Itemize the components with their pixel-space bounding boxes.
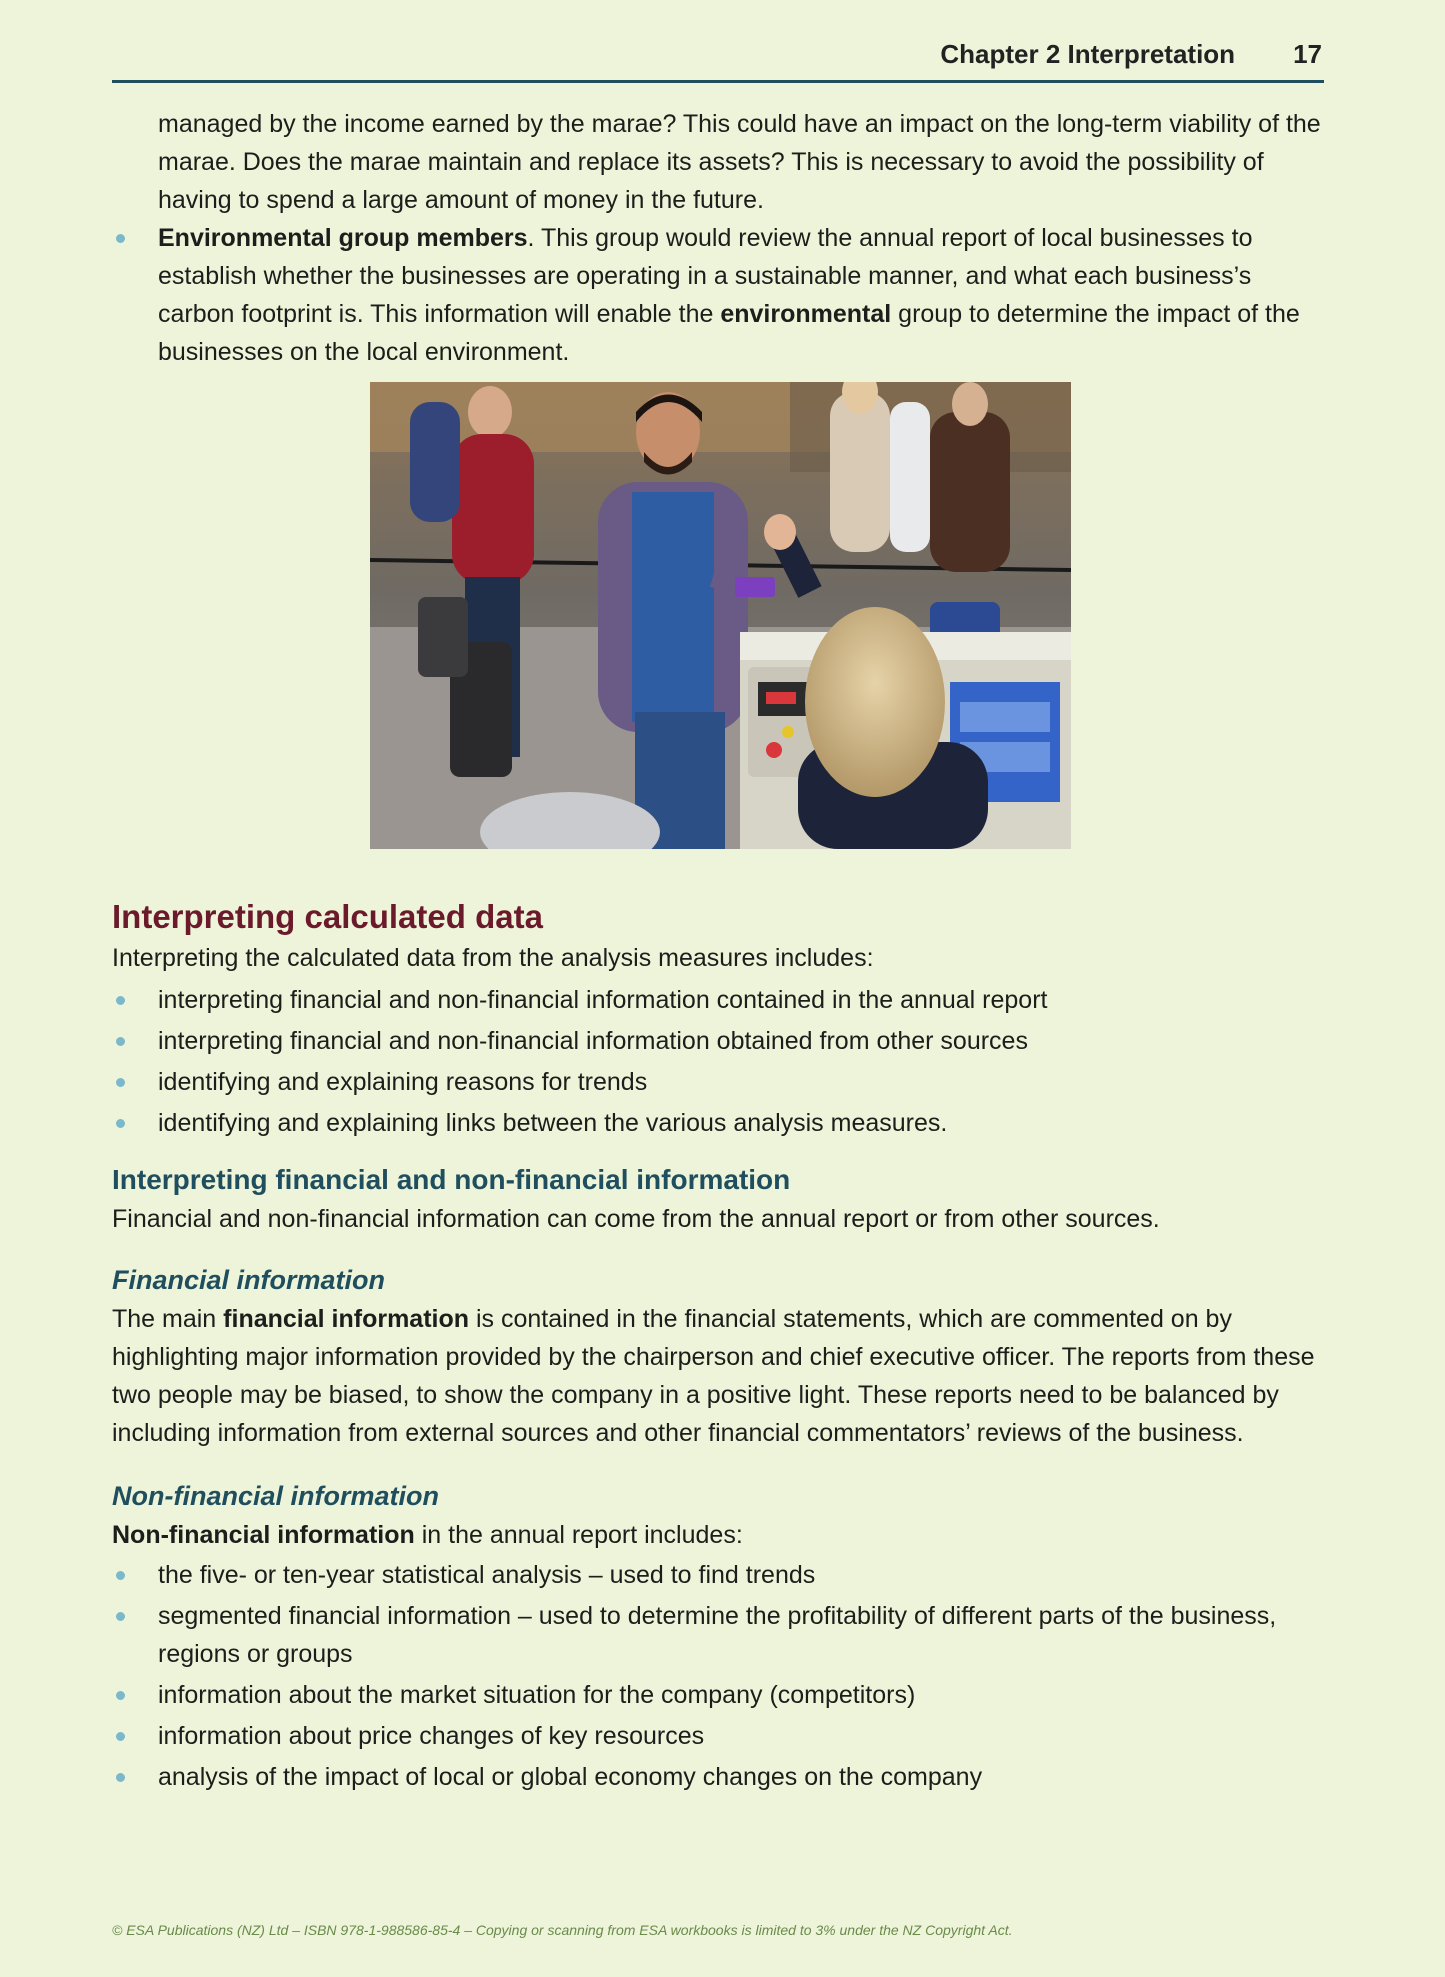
list-item: the five- or ten-year statistical analysis – used to find trends	[112, 1556, 1324, 1594]
list-item: identifying and explaining reasons for trends	[112, 1063, 1324, 1101]
list-item	[112, 219, 1324, 371]
list-item: information about price changes of key resources	[112, 1717, 1324, 1755]
bullet-icon	[116, 996, 125, 1005]
nonfinancial-intro: Non-financial information in the annual report includes:	[112, 1521, 743, 1549]
bullet-icon	[116, 1773, 125, 1782]
bullet-icon	[116, 1078, 125, 1087]
financial-title: Financial information	[112, 1265, 386, 1295]
page-number: 17	[1293, 38, 1322, 69]
subsection-title: Interpreting financial and non-financial information	[112, 1164, 791, 1195]
chapter-title: Chapter 2 Interpretation	[940, 38, 1236, 69]
bullet-icon	[116, 1612, 125, 1621]
airport-checkin-photo	[370, 382, 1071, 849]
list-item: information about the market situation for the company (competitors)	[112, 1676, 1324, 1714]
env-bold-label: Environmental group members	[158, 224, 528, 252]
section-intro: Interpreting the calculated data from the analysis measures includes:	[112, 944, 874, 972]
bullet-icon	[116, 1037, 125, 1046]
copyright-footer: © ESA Publications (NZ) Ltd – ISBN 978-1-988586-85-4 – Copying or scanning from ESA workbooks is limited to 3% under the NZ Copyright Act.	[112, 1922, 1013, 1938]
list-item: interpreting financial and non-financial information contained in the annual report	[112, 981, 1324, 1019]
nonfinancial-title: Non-financial information	[112, 1481, 439, 1511]
intro-block	[112, 105, 1324, 371]
bullet-icon	[116, 234, 125, 243]
bullet-icon	[116, 1732, 125, 1741]
list-item: analysis of the impact of local or global economy changes on the company	[112, 1758, 1324, 1796]
subsection-intro: Financial and non-financial information can come from the annual report or from other sources.	[112, 1205, 1160, 1233]
bullet-icon	[116, 1691, 125, 1700]
env-bold-word: environmental	[720, 300, 892, 328]
intro-bullet-list	[112, 219, 1324, 371]
bullet-icon	[116, 1119, 125, 1128]
photo-illustration	[370, 382, 1071, 849]
list-item: segmented financial information – used to determine the profitability of different parts of the business, regions or groups	[112, 1597, 1324, 1673]
nonfinancial-bullet-list	[112, 1556, 1324, 1796]
env-text-2: group to determine the impact of the businesses on the local environment.	[158, 300, 1300, 366]
bullet-icon	[116, 1571, 125, 1580]
list-item: interpreting financial and non-financial information obtained from other sources	[112, 1022, 1324, 1060]
calc-bullet-list	[112, 981, 1324, 1142]
section-calculated-data	[112, 895, 1324, 1796]
env-text-1: . This group would review the annual report of local businesses to establish whether the businesses are operating in a sustainable manner, and what each business’s carbon footprint is. This information will enable the	[158, 224, 1253, 328]
running-header	[112, 28, 1324, 83]
continued-paragraph: managed by the income earned by the marae? This could have an impact on the long-term viability of the marae. Does the marae maintain and replace its assets? This is necessary to avoid the possibility of having to spend a large amount of money in the future.	[158, 110, 1321, 214]
section-title: Interpreting calculated data	[112, 898, 543, 935]
list-item: identifying and explaining links between the various analysis measures.	[112, 1104, 1324, 1142]
financial-paragraph: The main financial information is contained in the financial statements, which are commented on by highlighting major information provided by the chairperson and chief executive officer. The reports from these two people may be biased, to show the company in a positive light. These reports need to be balanced by including information from external sources and other financial commentators’ reviews of the business.	[112, 1305, 1315, 1447]
